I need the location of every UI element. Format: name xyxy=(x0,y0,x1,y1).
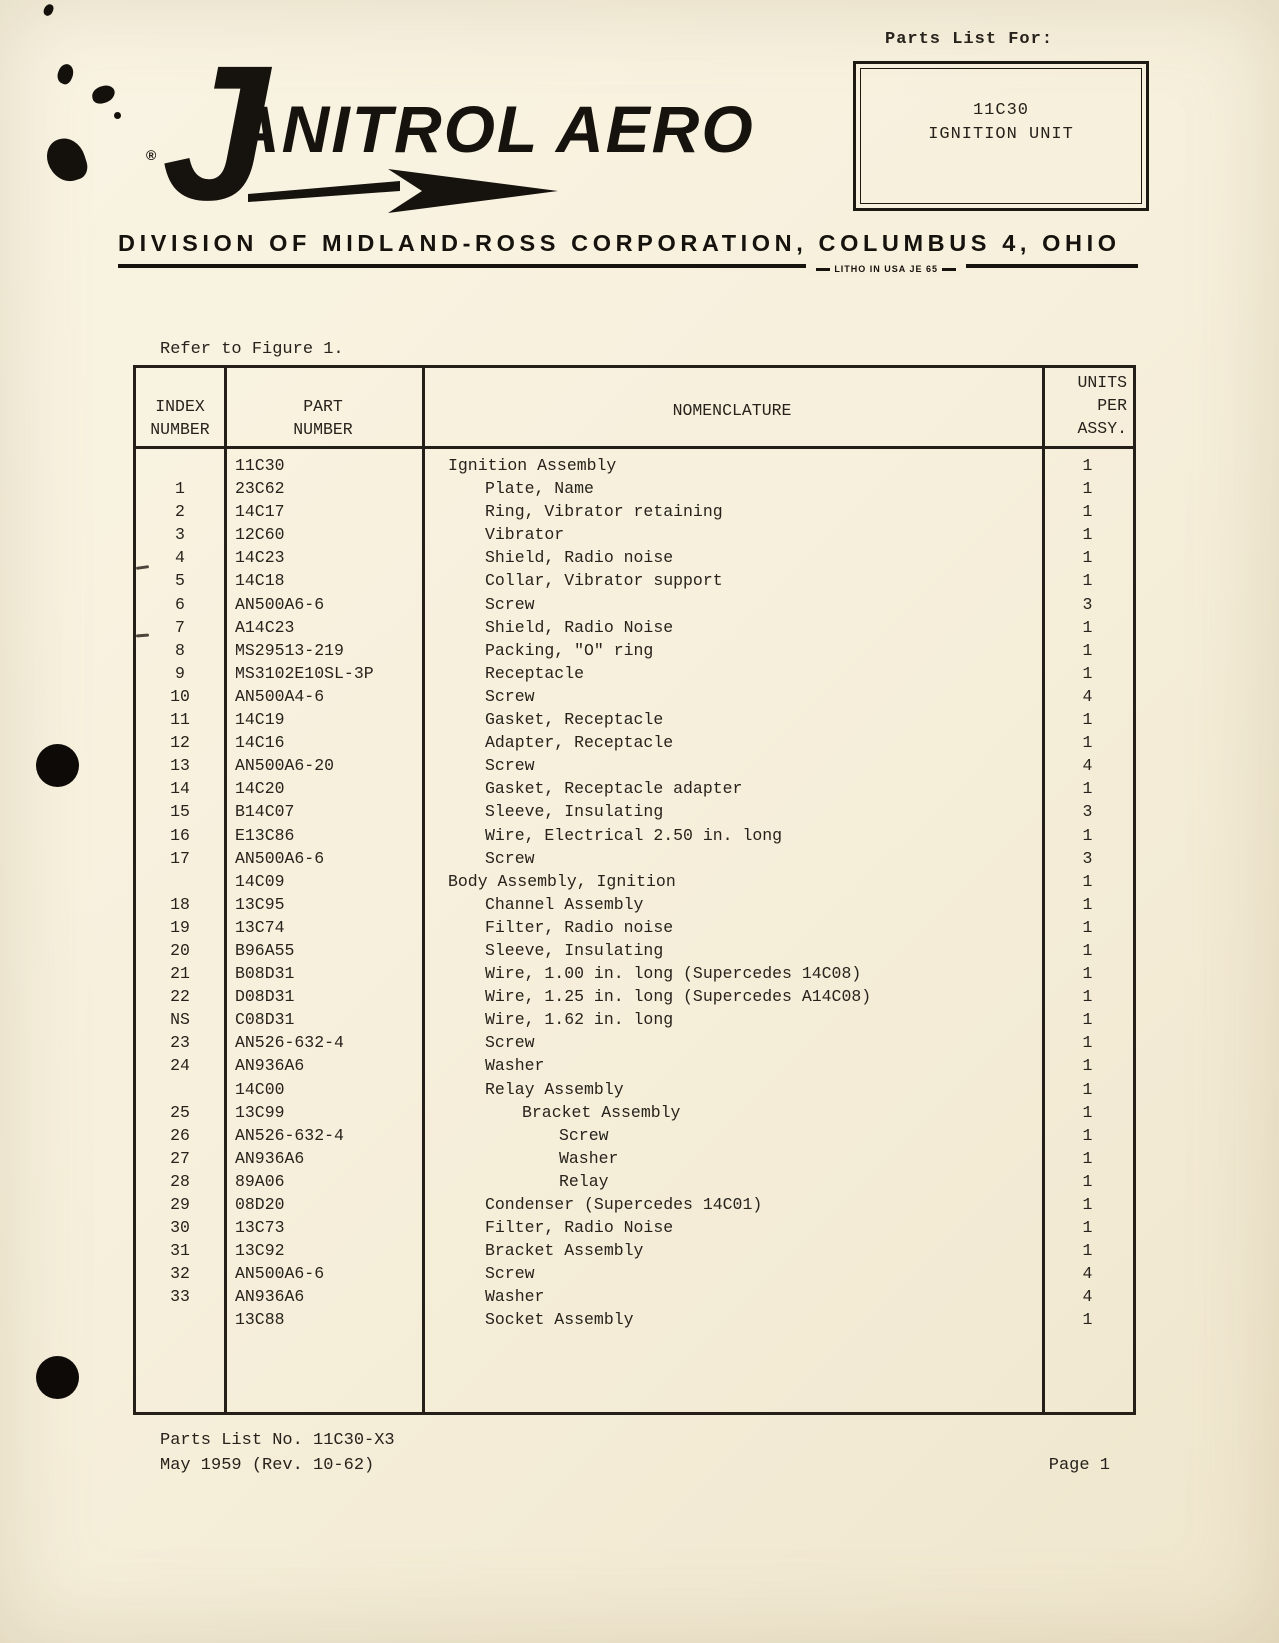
index-number-cell: 2 xyxy=(175,502,185,522)
units-cell: 1 xyxy=(1082,1079,1093,1099)
table-row xyxy=(136,685,1133,708)
units-cell: 1 xyxy=(1082,964,1093,984)
part-number-cell: B96A55 xyxy=(235,940,295,960)
units-per-assy-header: UNITS PER ASSY. xyxy=(1077,373,1127,438)
nomenclature-cell: Shield, Radio Noise xyxy=(485,617,674,637)
part-number-cell: AN936A6 xyxy=(235,1287,305,1307)
units-cell: 1 xyxy=(1082,456,1093,475)
table-row xyxy=(136,500,1133,523)
table-row xyxy=(136,1147,1133,1170)
page-number: Page 1 xyxy=(1048,1456,1110,1475)
units-cell: 1 xyxy=(1082,479,1093,499)
units-cell: 4 xyxy=(1082,1287,1093,1307)
table-row xyxy=(136,731,1133,754)
table-row xyxy=(136,1078,1133,1101)
part-number-cell: 13C99 xyxy=(235,1102,285,1122)
unit-name: IGNITION UNIT xyxy=(928,125,1074,144)
index-number-cell: 16 xyxy=(170,825,190,845)
table-row xyxy=(136,477,1133,500)
index-number-cell: 11 xyxy=(170,710,190,730)
index-number-cell: 6 xyxy=(175,594,185,614)
part-number-cell: 13C92 xyxy=(235,1241,285,1261)
part-number-cell: 89A06 xyxy=(235,1171,285,1191)
table-row xyxy=(136,569,1133,592)
table-row xyxy=(136,1101,1133,1124)
index-number-cell xyxy=(136,870,224,893)
division-text: DIVISION OF MIDLAND-ROSS CORPORATION, COLUMBUS 4, OHIO xyxy=(118,230,1121,256)
table-row xyxy=(136,1285,1133,1308)
units-cell: 1 xyxy=(1082,525,1093,545)
units-cell: 1 xyxy=(1082,617,1093,637)
part-number-cell: AN936A6 xyxy=(235,1148,305,1168)
registered-trademark: ® xyxy=(146,147,157,163)
index-number-cell: 13 xyxy=(170,756,190,776)
nomenclature-cell: Washer xyxy=(559,1148,619,1168)
nomenclature-cell: Adapter, Receptacle xyxy=(485,733,674,753)
parts-table xyxy=(133,365,1136,1415)
units-cell: 1 xyxy=(1082,663,1093,683)
nomenclature-cell: Filter, Radio Noise xyxy=(485,1218,674,1238)
part-number-cell: 14C00 xyxy=(235,1079,285,1099)
nomenclature-cell: Wire, 1.62 in. long xyxy=(485,1010,674,1030)
index-number-cell: 23 xyxy=(170,1033,190,1053)
units-cell: 1 xyxy=(1082,640,1093,660)
index-number-cell xyxy=(136,1308,224,1331)
part-number-cell: AN500A6-6 xyxy=(235,594,325,614)
table-row xyxy=(136,939,1133,962)
units-cell: 1 xyxy=(1082,571,1093,591)
nomenclature-cell: Gasket, Receptacle xyxy=(485,710,664,730)
nomenclature-header: NOMENCLATURE xyxy=(672,400,792,420)
index-number-cell: 3 xyxy=(175,525,185,545)
part-number-cell: C08D31 xyxy=(235,1010,295,1030)
nomenclature-cell: Wire, 1.25 in. long (Supercedes A14C08) xyxy=(485,987,872,1007)
units-cell: 1 xyxy=(1082,548,1093,568)
units-cell: 1 xyxy=(1082,733,1093,753)
part-number-cell: 13C88 xyxy=(235,1310,285,1330)
unit-title-box xyxy=(853,61,1149,211)
table-row xyxy=(136,708,1133,731)
table-row xyxy=(136,523,1133,546)
part-number-cell: AN936A6 xyxy=(235,1056,305,1076)
table-row xyxy=(136,662,1133,685)
part-number-cell: MS3102E10SL-3P xyxy=(235,663,374,683)
table-row xyxy=(136,546,1133,569)
part-number-cell: 11C30 xyxy=(235,456,285,475)
units-cell: 1 xyxy=(1082,1010,1093,1030)
part-number-cell: B08D31 xyxy=(235,964,295,984)
nomenclature-cell: Sleeve, Insulating xyxy=(485,802,664,822)
index-number-cell: NS xyxy=(170,1010,190,1030)
nomenclature-cell: Washer xyxy=(485,1056,545,1076)
refer-note: Refer to Figure 1. xyxy=(160,340,344,359)
nomenclature-cell: Bracket Assembly xyxy=(485,1241,644,1261)
part-number-cell: 14C19 xyxy=(235,710,285,730)
units-cell: 1 xyxy=(1082,1125,1093,1145)
part-number-cell: AN500A4-6 xyxy=(235,686,325,706)
table-row xyxy=(136,616,1133,639)
table-row xyxy=(136,800,1133,823)
units-cell: 3 xyxy=(1082,802,1093,822)
litho-note: LITHO IN USA JE 65 xyxy=(806,264,966,274)
table-row xyxy=(136,1239,1133,1262)
nomenclature-cell: Ring, Vibrator retaining xyxy=(485,502,723,522)
index-number-cell: 4 xyxy=(175,548,185,568)
nomenclature-cell: Wire, Electrical 2.50 in. long xyxy=(485,825,783,845)
table-row xyxy=(136,639,1133,662)
units-cell: 1 xyxy=(1082,1148,1093,1168)
units-cell: 1 xyxy=(1082,940,1093,960)
unit-number: 11C30 xyxy=(972,101,1029,120)
units-cell: 1 xyxy=(1082,1241,1093,1261)
table-row xyxy=(136,893,1133,916)
units-cell: 1 xyxy=(1082,502,1093,522)
table-row xyxy=(136,1193,1133,1216)
index-number-cell: 10 xyxy=(170,686,190,706)
table-row xyxy=(136,1124,1133,1147)
parts-list-for-block xyxy=(853,30,1149,211)
index-number-cell: 5 xyxy=(175,571,185,591)
hole-punch-mark xyxy=(36,744,79,787)
units-cell: 1 xyxy=(1082,1056,1093,1076)
nomenclature-cell: Channel Assembly xyxy=(485,894,644,914)
nomenclature-cell: Screw xyxy=(559,1125,609,1145)
footer-left xyxy=(160,1428,395,1478)
table-row xyxy=(136,824,1133,847)
nomenclature-cell: Socket Assembly xyxy=(485,1310,634,1330)
index-number-cell: 24 xyxy=(170,1056,190,1076)
index-number-cell: 32 xyxy=(170,1264,190,1284)
index-number-cell: 20 xyxy=(170,940,190,960)
nomenclature-cell: Sleeve, Insulating xyxy=(485,940,664,960)
nomenclature-cell: Plate, Name xyxy=(485,479,594,499)
janitrol-aero-logo xyxy=(140,25,860,255)
units-cell: 3 xyxy=(1082,594,1093,614)
index-number-cell xyxy=(136,454,224,477)
index-number-cell: 25 xyxy=(170,1102,190,1122)
units-cell: 1 xyxy=(1082,825,1093,845)
page-footer xyxy=(160,1428,1110,1478)
part-number-cell: AN500A6-6 xyxy=(235,1264,325,1284)
nomenclature-cell: Wire, 1.00 in. long (Supercedes 14C08) xyxy=(485,964,862,984)
table-row xyxy=(136,916,1133,939)
part-number-cell: 14C23 xyxy=(235,548,285,568)
unit-title-box-inner xyxy=(860,68,1142,204)
index-number-cell: 17 xyxy=(170,848,190,868)
nomenclature-cell: Condenser (Supercedes 14C01) xyxy=(485,1195,763,1214)
units-cell: 1 xyxy=(1082,871,1093,891)
part-number-cell: 14C18 xyxy=(235,571,285,591)
nomenclature-cell: Screw xyxy=(485,1033,535,1053)
part-number-cell: A14C23 xyxy=(235,617,295,637)
units-cell: 4 xyxy=(1082,1264,1093,1284)
table-header xyxy=(136,368,1133,449)
index-number-cell: 27 xyxy=(170,1148,190,1168)
part-number-cell: 13C73 xyxy=(235,1218,285,1238)
parts-list-for-label: Parts List For: xyxy=(885,30,1054,49)
nomenclature-cell: Relay Assembly xyxy=(485,1079,624,1099)
units-cell: 1 xyxy=(1082,710,1093,730)
index-number-cell xyxy=(136,1078,224,1101)
index-number-cell: 9 xyxy=(175,663,185,683)
units-cell: 1 xyxy=(1082,917,1093,937)
table-row xyxy=(136,777,1133,800)
part-number-cell: 14C17 xyxy=(235,502,285,522)
hole-punch-mark xyxy=(36,1356,79,1399)
index-number-cell: 30 xyxy=(170,1218,190,1238)
table-row xyxy=(136,1262,1133,1285)
index-number-cell: 31 xyxy=(170,1241,190,1261)
table-row xyxy=(136,1008,1133,1031)
index-number-cell: 12 xyxy=(170,733,190,753)
nomenclature-cell: Vibrator xyxy=(485,525,565,545)
part-number-cell: 13C74 xyxy=(235,917,285,937)
nomenclature-cell: Screw xyxy=(485,686,535,706)
table-row xyxy=(136,593,1133,616)
part-number-cell: 13C95 xyxy=(235,894,285,914)
units-cell: 1 xyxy=(1082,1195,1093,1214)
table-row xyxy=(136,985,1133,1008)
table-row xyxy=(136,1308,1133,1331)
units-cell: 4 xyxy=(1082,756,1093,776)
nomenclature-cell: Screw xyxy=(485,756,535,776)
index-number-cell: 19 xyxy=(170,917,190,937)
nomenclature-cell: Shield, Radio noise xyxy=(485,548,674,568)
index-number-cell: 21 xyxy=(170,964,190,984)
nomenclature-cell: Body Assembly, Ignition xyxy=(448,871,676,891)
part-number-cell: 12C60 xyxy=(235,525,285,545)
table-row xyxy=(136,847,1133,870)
table-row xyxy=(136,454,1133,477)
part-number-cell: D08D31 xyxy=(235,987,295,1007)
table-row xyxy=(136,1031,1133,1054)
part-number-cell: E13C86 xyxy=(235,825,295,845)
units-cell: 1 xyxy=(1082,1310,1093,1330)
index-number-cell: 29 xyxy=(170,1195,190,1214)
revision-date: May 1959 (Rev. 10-62) xyxy=(160,1456,375,1475)
index-number-cell: 33 xyxy=(170,1287,190,1307)
units-cell: 1 xyxy=(1082,1033,1093,1053)
logo-letter-j: J xyxy=(162,25,269,240)
nomenclature-cell: Screw xyxy=(485,1264,535,1284)
nomenclature-cell: Washer xyxy=(485,1287,545,1307)
logo-wordmark: ANITROL AERO xyxy=(232,92,755,166)
table-row xyxy=(136,1054,1133,1077)
units-cell: 1 xyxy=(1082,894,1093,914)
part-number-header: PART NUMBER xyxy=(293,397,353,439)
logo-arrow-icon xyxy=(248,167,558,215)
index-number-cell: 8 xyxy=(175,640,185,660)
units-cell: 3 xyxy=(1082,848,1093,868)
part-number-cell: 14C16 xyxy=(235,733,285,753)
nomenclature-cell: Receptacle xyxy=(485,663,585,683)
table-row xyxy=(136,1170,1133,1193)
units-cell: 1 xyxy=(1082,1102,1093,1122)
part-number-cell: AN526-632-4 xyxy=(235,1125,344,1145)
nomenclature-cell: Ignition Assembly xyxy=(448,456,617,475)
nomenclature-cell: Collar, Vibrator support xyxy=(485,571,723,591)
units-cell: 1 xyxy=(1082,1218,1093,1238)
page-header xyxy=(0,0,1279,300)
part-number-cell: AN526-632-4 xyxy=(235,1033,344,1053)
nomenclature-cell: Bracket Assembly xyxy=(522,1102,681,1122)
units-cell: 4 xyxy=(1082,686,1093,706)
index-number-cell: 1 xyxy=(175,479,185,499)
parts-list-number: Parts List No. 11C30-X3 xyxy=(160,1431,395,1450)
nomenclature-cell: Gasket, Receptacle adapter xyxy=(485,779,743,799)
index-number-cell: 18 xyxy=(170,894,190,914)
part-number-cell: B14C07 xyxy=(235,802,295,822)
nomenclature-cell: Packing, "O" ring xyxy=(485,640,654,660)
part-number-cell: 23C62 xyxy=(235,479,285,499)
index-number-cell: 15 xyxy=(170,802,190,822)
nomenclature-cell: Relay xyxy=(559,1171,609,1191)
part-number-cell: 08D20 xyxy=(235,1195,285,1214)
units-cell: 1 xyxy=(1082,987,1093,1007)
index-number-header: INDEX NUMBER xyxy=(150,397,210,439)
part-number-cell: AN500A6-20 xyxy=(235,756,335,776)
table-row xyxy=(136,754,1133,777)
index-number-cell: 26 xyxy=(170,1125,190,1145)
units-cell: 1 xyxy=(1082,1171,1093,1191)
part-number-cell: 14C20 xyxy=(235,779,285,799)
index-number-cell: 14 xyxy=(170,779,190,799)
table-row xyxy=(136,962,1133,985)
parts-table-body xyxy=(136,449,1133,1412)
nomenclature-cell: Screw xyxy=(485,594,535,614)
part-number-cell: MS29513-219 xyxy=(235,640,344,660)
table-row xyxy=(136,1216,1133,1239)
index-number-cell: 22 xyxy=(170,987,190,1007)
division-banner xyxy=(118,230,1138,274)
units-cell: 1 xyxy=(1082,779,1093,799)
table-row xyxy=(136,870,1133,893)
nomenclature-cell: Screw xyxy=(485,848,535,868)
index-number-cell: 28 xyxy=(170,1171,190,1191)
part-number-cell: 14C09 xyxy=(235,871,285,891)
nomenclature-cell: Filter, Radio noise xyxy=(485,917,674,937)
part-number-cell: AN500A6-6 xyxy=(235,848,325,868)
index-number-cell: 7 xyxy=(175,617,185,637)
